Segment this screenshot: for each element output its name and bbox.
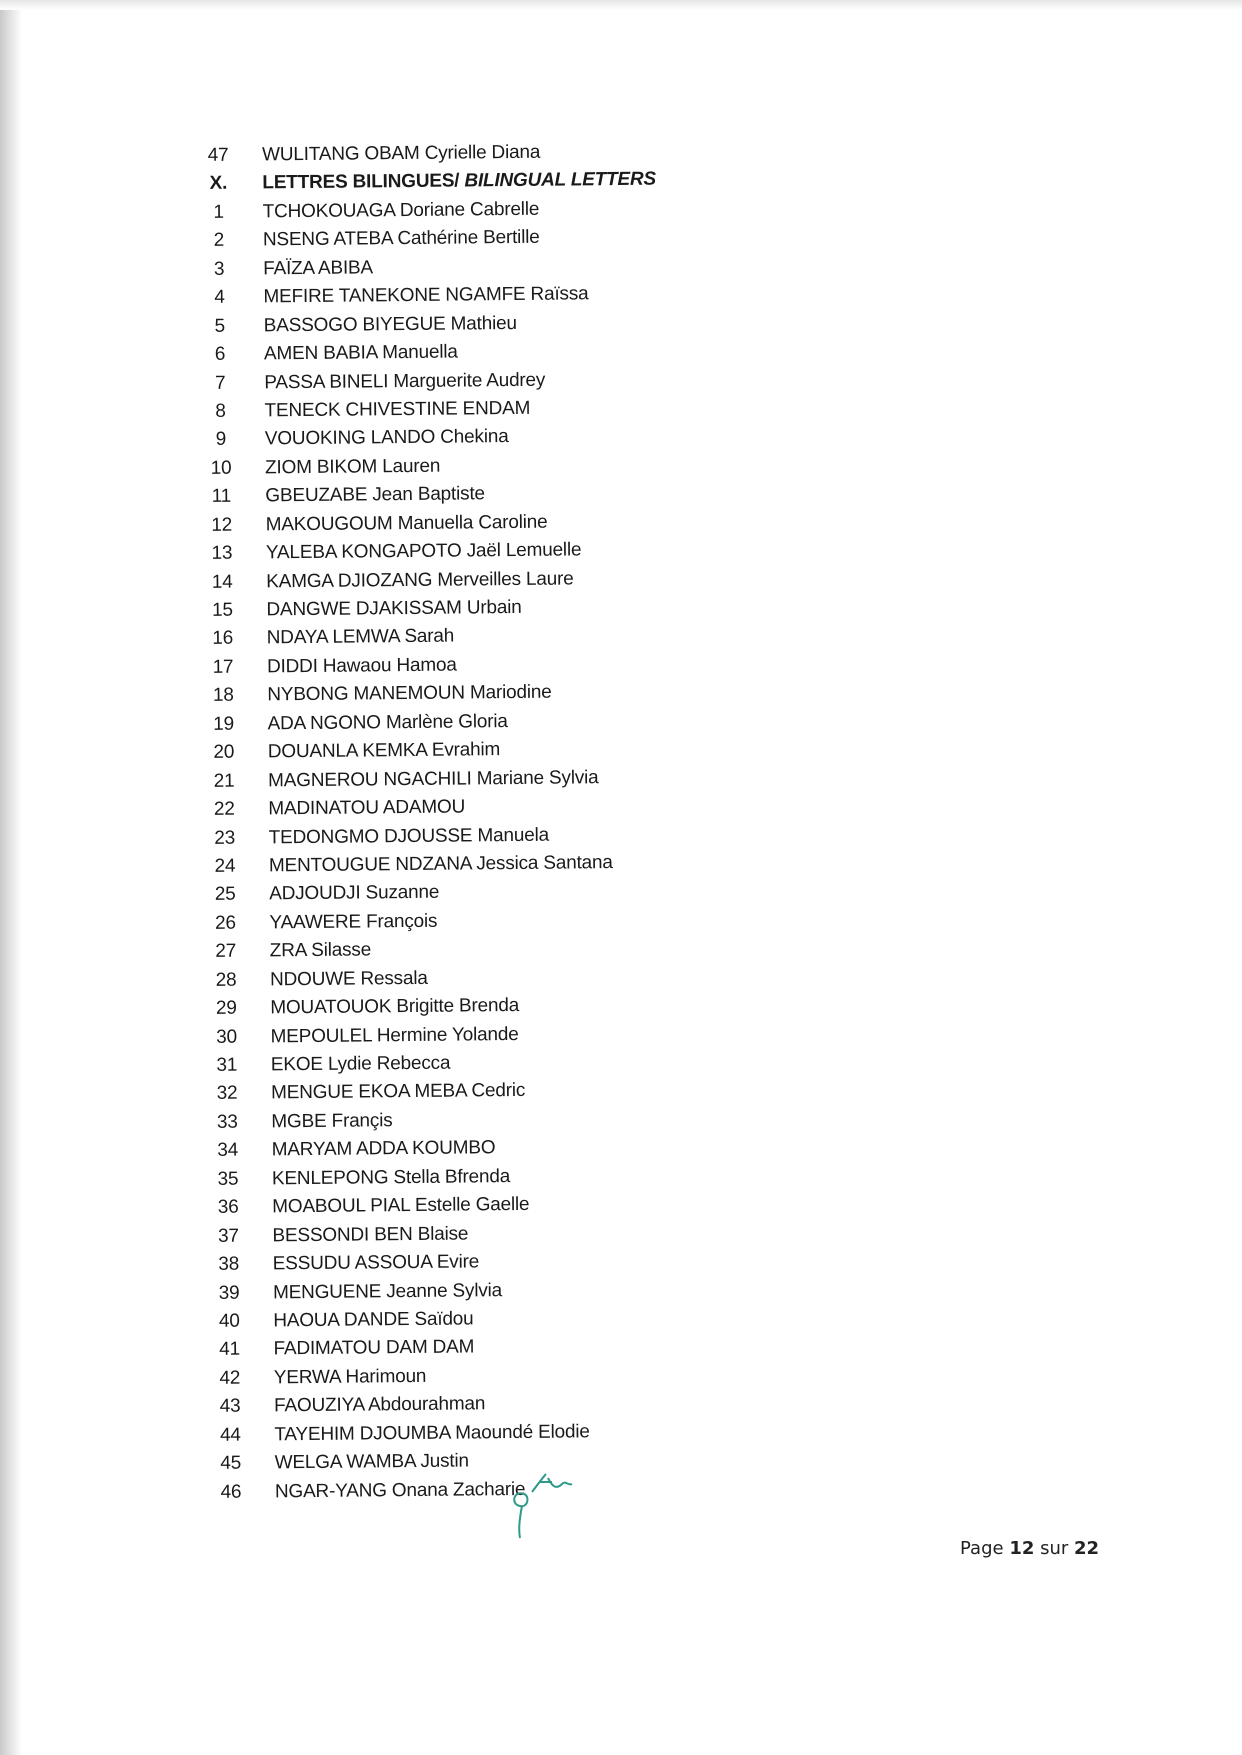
entry-name: MEFIRE TANEKONE NGAMFE Raïssa: [263, 283, 589, 308]
entry-number: 36: [217, 1196, 239, 1219]
entry-number: 10: [210, 457, 232, 479]
entry-number: 33: [216, 1111, 238, 1133]
entry-name: ESSUDU ASSOUA Evire: [272, 1251, 480, 1275]
entry-name: GBEUZABE Jean Baptiste: [265, 483, 485, 507]
candidate-list: [200, 138, 933, 1510]
footer-total-pages: 22: [1074, 1538, 1100, 1559]
section-number: X.: [209, 173, 228, 195]
entry-number: 31: [216, 1054, 238, 1076]
section-entries: [201, 195, 934, 1510]
handwritten-initials-signature: [506, 1472, 578, 1540]
footer-prefix: Page: [960, 1538, 1010, 1559]
entry-number: 43: [219, 1395, 241, 1418]
entry-number: 5: [214, 315, 226, 337]
entry-number: 3: [213, 258, 225, 280]
entry-number: 44: [219, 1424, 241, 1446]
entry-name: DOUANLA KEMKA Evrahim: [267, 739, 501, 763]
entry-number: 13: [211, 542, 233, 565]
entry-number: 4: [214, 286, 225, 309]
entry-number: 17: [212, 656, 234, 678]
entry-name: TAYEHIM DJOUMBA Maoundé Elodie: [274, 1421, 590, 1446]
entry-name: MENGUE EKOA MEBA Cedric: [271, 1080, 526, 1104]
entry-number: 7: [214, 372, 226, 394]
entry-number: 20: [213, 741, 235, 764]
entry-number: 32: [216, 1083, 238, 1105]
entry-name: TENECK CHIVESTINE ENDAM: [264, 397, 531, 422]
entry-number: 37: [217, 1225, 239, 1247]
entry-name: MADINATOU ADAMOU: [268, 796, 466, 820]
entry-number: 24: [214, 855, 236, 877]
entry-name: MARYAM ADDA KOUMBO: [271, 1137, 496, 1161]
entry-name: NSENG ATEBA Cathérine Bertille: [262, 227, 540, 251]
footer-current-page: 12: [1009, 1538, 1035, 1559]
entry-number: 46: [220, 1481, 242, 1503]
entry-name: ZRA Silasse: [269, 939, 372, 962]
entry-name: BASSOGO BIYEGUE Mathieu: [263, 312, 517, 337]
entry-name: YALEBA KONGAPOTO Jaël Lemuelle: [265, 539, 582, 564]
entry-number: 6: [214, 343, 226, 365]
entry-name: YERWA Harimoun: [273, 1365, 427, 1389]
section-title-en: BILINGUAL LETTERS: [459, 169, 657, 192]
entry-number: 34: [217, 1139, 239, 1162]
entry-name: KENLEPONG Stella Bfrenda: [271, 1165, 511, 1190]
entry-name: FAOUZIYA Abdourahman: [274, 1393, 486, 1417]
entry-name: MEPOULEL Hermine Yolande: [270, 1023, 519, 1047]
entry-number: 9: [215, 429, 227, 451]
entry-number: 39: [218, 1282, 240, 1304]
entry-number: 14: [211, 571, 233, 593]
entry-name: NDAYA LEMWA Sarah: [266, 626, 455, 649]
entry-number: 40: [218, 1310, 240, 1332]
entry-name: TCHOKOUAGA Doriane Cabrelle: [262, 198, 540, 223]
entry-number: 26: [214, 912, 236, 934]
entry-number: 16: [212, 628, 234, 650]
entry-name: DANGWE DJAKISSAM Urbain: [266, 596, 522, 621]
entry-name: NDOUWE Ressala: [269, 967, 428, 991]
scan-shadow-top: [0, 0, 1242, 10]
entry-name: NYBONG MANEMOUN Mariodine: [267, 681, 552, 706]
entry-name: AMEN BABIA Manuella: [263, 341, 458, 365]
entry-name: DIDDI Hawaou Hamoa: [266, 654, 457, 678]
entry-name: FADIMATOU DAM DAM: [273, 1336, 475, 1360]
entry-number: 29: [215, 997, 237, 1020]
entry-name: HAOUA DANDE Saïdou: [273, 1308, 474, 1332]
entry-number: 47: [207, 144, 229, 166]
entry-name: PASSA BINELI Marguerite Audrey: [264, 369, 546, 393]
entry-number: 25: [214, 884, 236, 906]
entry-name: TEDONGMO DJOUSSE Manuela: [268, 824, 550, 848]
entry-name: MENGUENE Jeanne Sylvia: [272, 1279, 503, 1303]
entry-name: ADA NGONO Marlène Gloria: [267, 710, 508, 735]
entry-number: 8: [215, 400, 226, 422]
entry-name: WULITANG OBAM Cyrielle Diana: [261, 141, 541, 166]
entry-name: MENTOUGUE NDZANA Jessica Santana: [268, 852, 613, 877]
entry-number: 30: [216, 1026, 238, 1048]
entry-name: MGBE Françis: [271, 1110, 393, 1133]
entry-name: FAÏZA ABIBA: [263, 257, 374, 280]
entry-name: YAAWERE François: [269, 910, 438, 934]
scan-shadow-left: [0, 0, 22, 1755]
footer-middle: sur: [1034, 1538, 1075, 1559]
entry-number: 42: [219, 1367, 241, 1389]
entry-number: 28: [215, 969, 237, 991]
entry-name: BESSONDI BEN Blaise: [272, 1223, 469, 1246]
section-title: [262, 169, 656, 195]
entry-name: MOUATOUOK Brigitte Brenda: [270, 995, 520, 1019]
page-footer: [960, 1538, 1099, 1559]
entry-number: 15: [211, 599, 233, 621]
entry-name: ZIOM BIKOM Lauren: [264, 455, 441, 479]
entry-number: 1: [213, 201, 224, 223]
entry-number: 21: [213, 770, 235, 792]
entry-name: VOUOKING LANDO Chekina: [264, 426, 509, 450]
entry-number: 11: [211, 485, 232, 508]
entry-number: 22: [213, 798, 235, 820]
entry-number: 45: [220, 1452, 242, 1474]
entry-name: ADJOUDJI Suzanne: [269, 882, 440, 905]
entry-number: 27: [215, 940, 237, 963]
entry-name: KAMGA DJIOZANG Merveilles Laure: [266, 567, 574, 592]
entry-number: 38: [218, 1253, 240, 1275]
entry-name: WELGA WAMBA Justin: [274, 1450, 469, 1474]
entry-number: 19: [213, 713, 235, 735]
entry-number: 2: [213, 230, 225, 252]
entry-name: MAKOUGOUM Manuella Caroline: [265, 511, 548, 536]
entry-name: NGAR-YANG Onana Zacharie: [274, 1478, 526, 1502]
entry-number: 12: [211, 514, 233, 536]
entry-name: EKOE Lydie Rebecca: [270, 1052, 451, 1076]
entry-name: MOABOUL PIAL Estelle Gaelle: [272, 1194, 530, 1218]
entry-number: 35: [217, 1168, 239, 1190]
section-title-fr: LETTRES BILINGUES/: [262, 170, 460, 194]
entry-number: 41: [219, 1339, 241, 1361]
entry-number: 23: [214, 827, 236, 849]
entry-name: MAGNEROU NGACHILI Mariane Sylvia: [268, 766, 599, 792]
entry-number: 18: [212, 685, 234, 707]
